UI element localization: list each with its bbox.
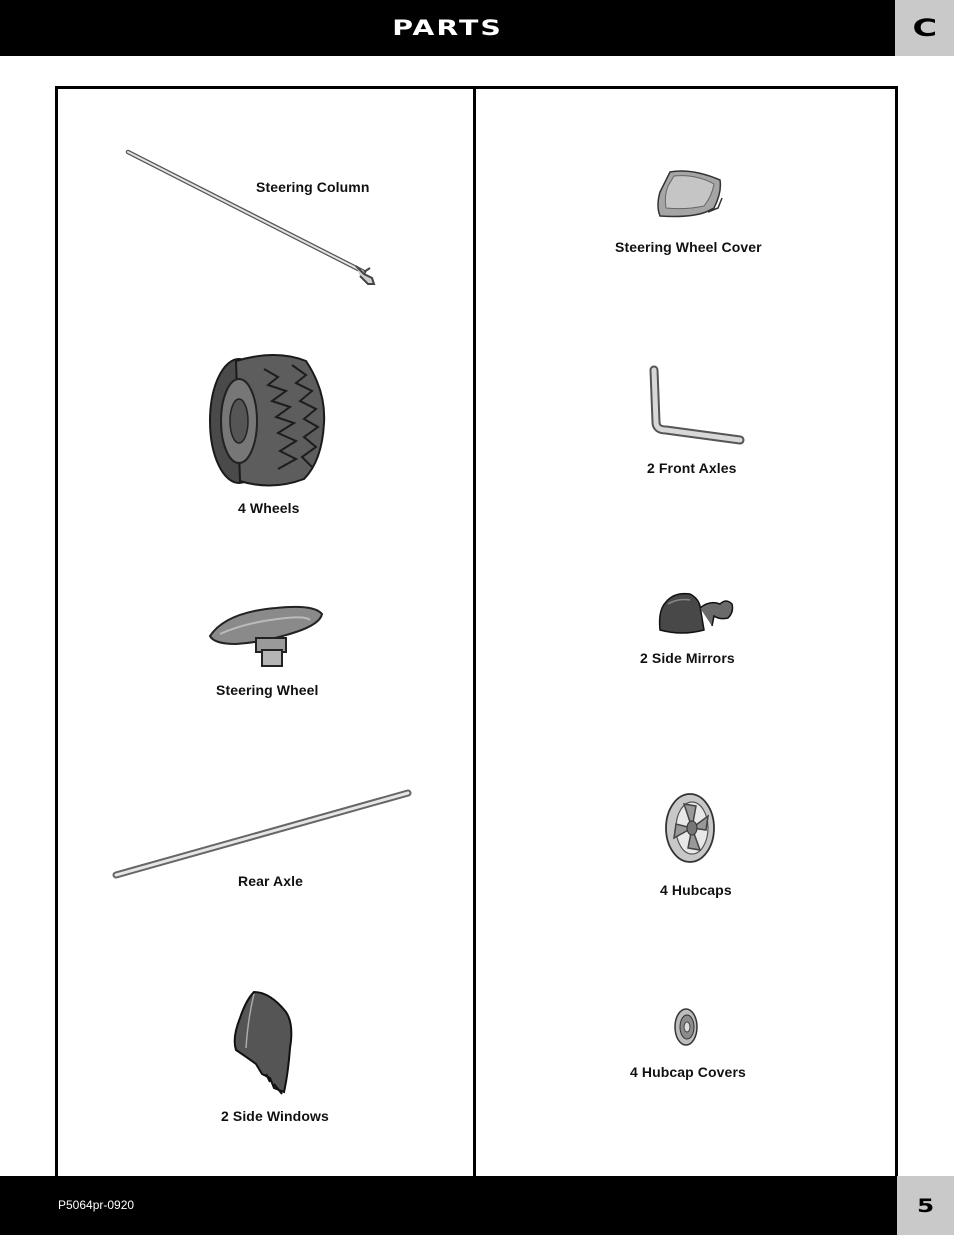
steering-wheel-icon xyxy=(206,602,326,672)
part-label-hubcaps: 4 Hubcaps xyxy=(660,882,732,898)
part-label-steering-wheel: Steering Wheel xyxy=(216,682,319,698)
front-axle-icon xyxy=(644,364,748,448)
steering-wheel-cover-icon xyxy=(652,168,728,226)
section-letter: C xyxy=(912,14,937,42)
page-footer xyxy=(0,1176,897,1235)
part-label-front-axles: 2 Front Axles xyxy=(647,460,737,476)
hubcap-icon xyxy=(660,790,720,866)
section-tab xyxy=(895,0,954,56)
hubcap-cover-icon xyxy=(672,1006,700,1048)
part-label-steering-wheel-cover: Steering Wheel Cover xyxy=(615,239,762,255)
part-label-side-mirrors: 2 Side Mirrors xyxy=(640,650,735,666)
part-label-steering-column: Steering Column xyxy=(256,179,370,195)
steering-column-icon xyxy=(124,148,380,288)
side-window-icon xyxy=(230,988,296,1098)
page-title: PARTS xyxy=(392,16,503,40)
side-mirror-icon xyxy=(654,586,736,636)
part-label-wheels: 4 Wheels xyxy=(238,500,300,516)
page-number: 5 xyxy=(916,1194,935,1217)
document-code: P5064pr-0920 xyxy=(58,1198,135,1212)
column-divider xyxy=(473,86,476,1184)
part-label-side-windows: 2 Side Windows xyxy=(221,1108,329,1124)
part-label-hubcap-covers: 4 Hubcap Covers xyxy=(630,1064,746,1080)
wheel-icon xyxy=(206,351,328,489)
page-number-tab xyxy=(897,1176,954,1235)
part-label-rear-axle: Rear Axle xyxy=(238,873,303,889)
rear-axle-icon xyxy=(110,785,414,883)
